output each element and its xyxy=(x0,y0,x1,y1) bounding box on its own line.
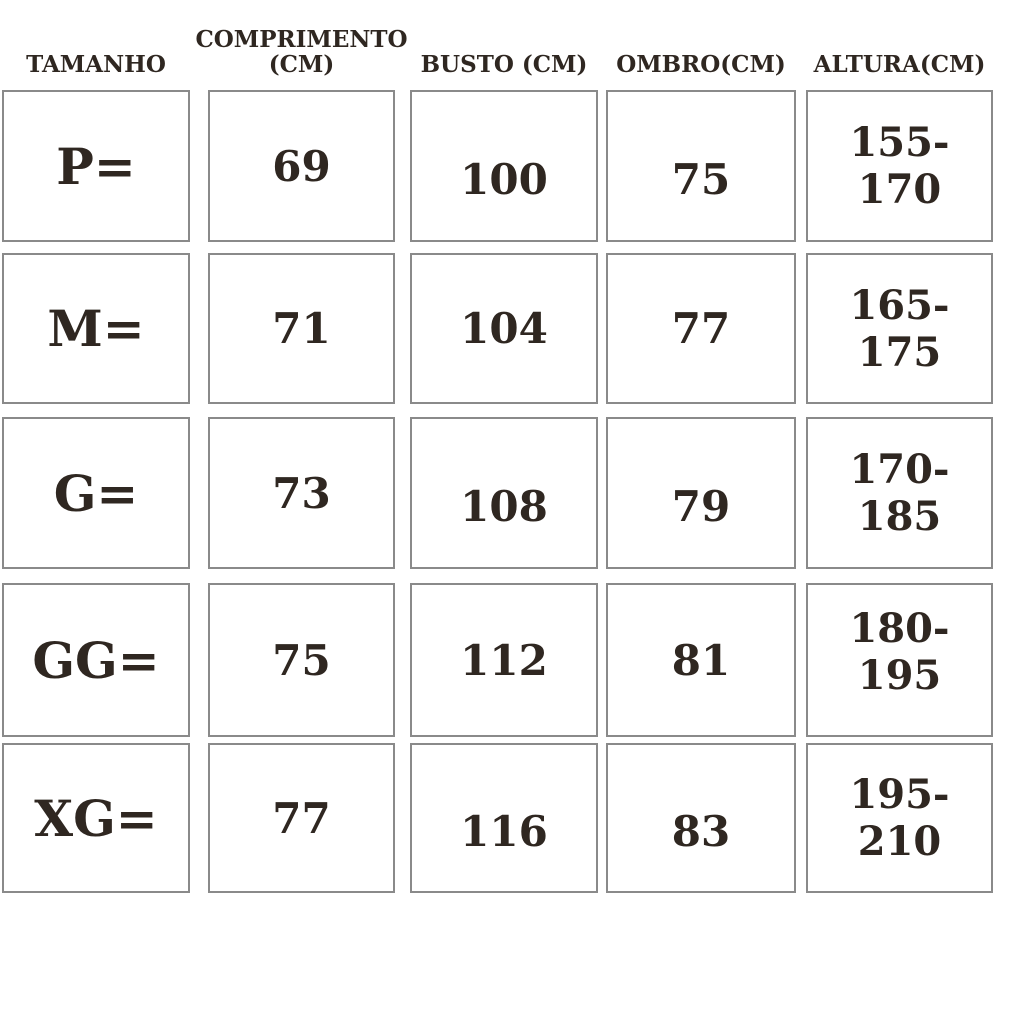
table-cell-busto-g: 108 xyxy=(410,417,598,569)
table-cell-altura-p: 155-170 xyxy=(806,90,993,242)
column-ombro xyxy=(606,0,796,893)
table-cell-comprimento-m: 71 xyxy=(208,253,395,404)
column-header-busto: BUSTO (CM) xyxy=(420,51,588,79)
table-cell-size-p: P= xyxy=(2,90,190,242)
table-cell-busto-xg: 116 xyxy=(410,743,598,893)
column-header-comprimento: COMPRIMENTO (CM) xyxy=(195,26,408,79)
column-comprimento xyxy=(195,0,408,893)
table-cell-altura-gg: 180-195 xyxy=(806,583,993,737)
table-cell-ombro-m: 77 xyxy=(606,253,796,404)
table-cell-size-gg: GG= xyxy=(2,583,190,737)
column-tamanho xyxy=(2,0,190,893)
column-busto xyxy=(410,0,598,893)
table-cell-ombro-xg: 83 xyxy=(606,743,796,893)
table-cell-busto-p: 100 xyxy=(410,90,598,242)
table-cell-busto-gg: 112 xyxy=(410,583,598,737)
table-cell-comprimento-g: 73 xyxy=(208,417,395,569)
table-cell-ombro-gg: 81 xyxy=(606,583,796,737)
table-cell-size-m: M= xyxy=(2,253,190,404)
table-cell-ombro-g: 79 xyxy=(606,417,796,569)
table-cell-altura-g: 170-185 xyxy=(806,417,993,569)
table-cell-comprimento-gg: 75 xyxy=(208,583,395,737)
column-header-altura: ALTURA(CM) xyxy=(813,51,986,79)
column-header-tamanho: TAMANHO xyxy=(26,51,166,79)
column-altura xyxy=(806,0,993,893)
table-cell-size-xg: XG= xyxy=(2,743,190,893)
table-cell-comprimento-p: 69 xyxy=(208,90,395,242)
table-cell-altura-m: 165-175 xyxy=(806,253,993,404)
column-header-ombro: OMBRO(CM) xyxy=(616,51,786,79)
table-cell-busto-m: 104 xyxy=(410,253,598,404)
table-cell-comprimento-xg: 77 xyxy=(208,743,395,893)
table-cell-ombro-p: 75 xyxy=(606,90,796,242)
table-cell-altura-xg: 195-210 xyxy=(806,743,993,893)
table-cell-size-g: G= xyxy=(2,417,190,569)
